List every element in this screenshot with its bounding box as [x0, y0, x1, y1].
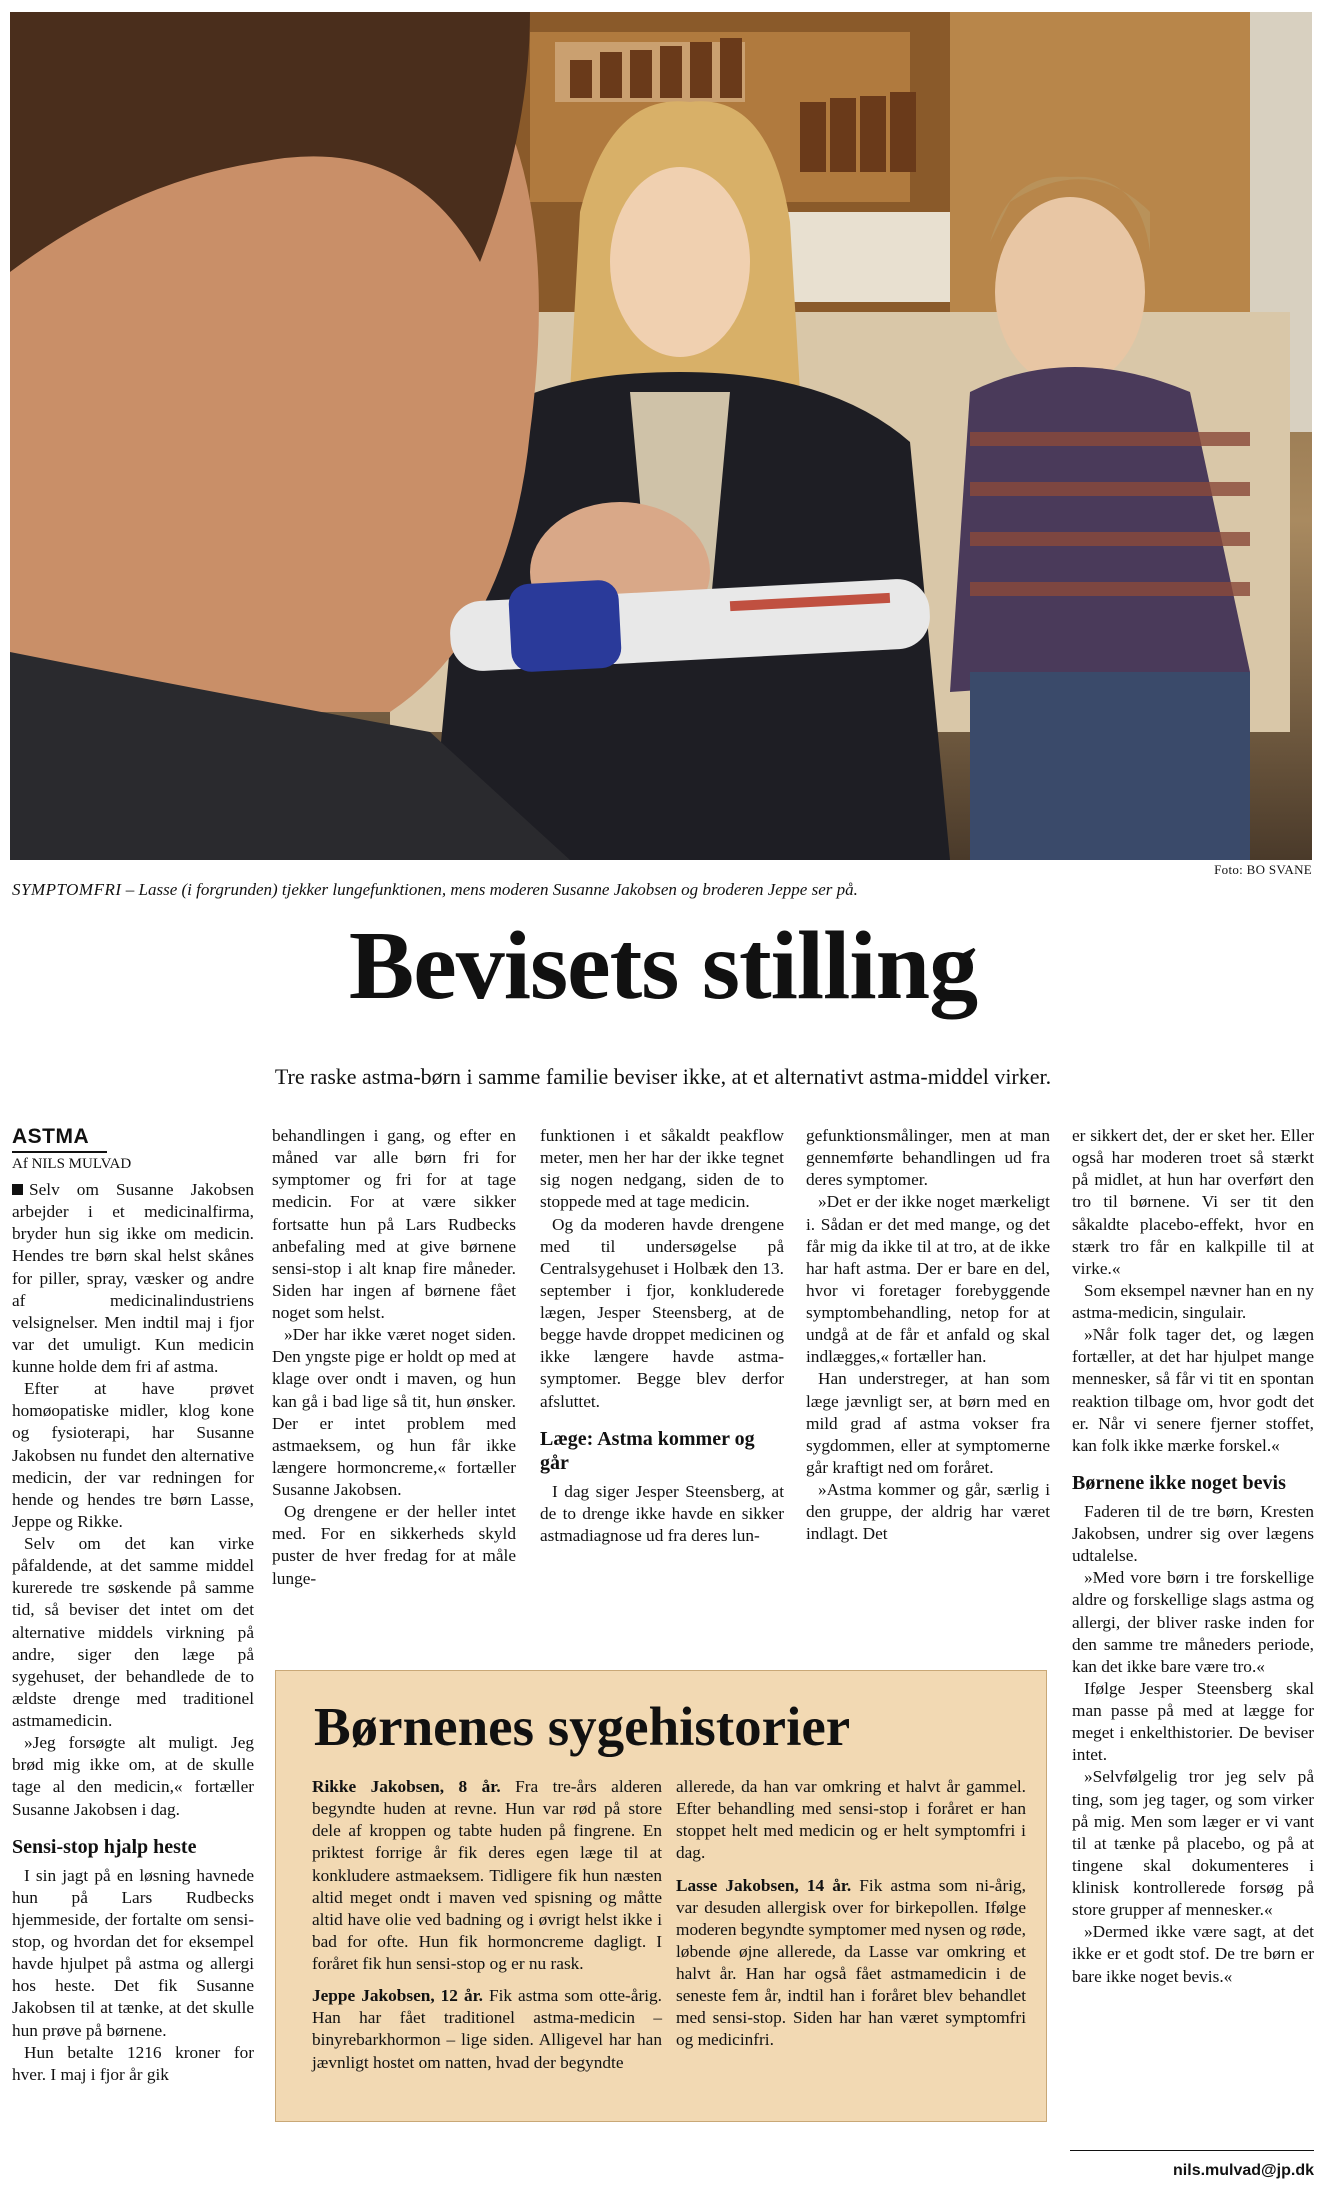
box-paragraph: [312, 1985, 662, 2074]
box-paragraph: [312, 1776, 662, 1975]
box-column-1: [312, 1776, 662, 2084]
paragraph: »Astma kommer og går, særlig i den gruppe, der aldrig har været indlagt. Det: [806, 1480, 1050, 1544]
box-text: Fik astma som otte-årig. Han har fået traditionel astma-medicin – binyrebarkhormon – lige siden. Alligevel har han jævnligt hostet om natten, hvad der begyndte: [312, 1986, 662, 2072]
square-bullet-icon: [12, 1184, 23, 1195]
paragraph: er sikkert det, der er sket her. Eller også har moderen troet så stærkt på midlet, at hun har overført den tro til børnene. Vi ser tit den såkaldte placebo-effekt, hvor en stærk tro får en kalkpille til at virke.«: [1072, 1126, 1314, 1278]
box-paragraph: allerede, da han var omkring et halvt år gammel. Efter behandling med sensi-stop i foråret er han stoppet helt med medicin og er helt symptomfri i dag.: [676, 1777, 1026, 1863]
box-text: Fik astma som ni-årig, var desuden allergisk over for birkepollen. Ifølge moderen begyndte symptomer med nysen og røde, løbende øjne allerede, da Lasse var omkring et halvt år. Han har også fået astmamedicin i de seneste fem år, indtil han i foråret blev behandlet med sensi-stop. Siden har han været symptomfri og medicinfri.: [676, 1875, 1026, 2050]
article-photo: [10, 12, 1312, 860]
column-1: [12, 1125, 254, 2086]
paragraph: Faderen til de tre børn, Kresten Jakobsen, undrer sig over lægens udtalelse.: [1072, 1501, 1314, 1566]
paragraph-text: Selv om Susanne Jakobsen arbejder i et medicinalfirma, bryder hun sig ikke om medicin. Hendes tre børn skal helst skånes for piller, spray, væsker og andre af medicinalindustriens velsignelser. Men indtil maj i fjor var det umuligt. Kun medicin kunne holde dem fri af astma.: [12, 1180, 254, 1376]
paragraph: »Jeg forsøgte alt muligt. Jeg brød mig ikke om, at de skulle tage al den medicin,« fortæller Susanne Jakobsen i dag.: [12, 1733, 254, 1819]
box-paragraph: [676, 1875, 1026, 2052]
column-3: [540, 1125, 784, 1547]
paragraph: Efter at have prøvet homøopatiske midler, klog kone og fysioterapi, har Susanne Jakobsen nu fundet den alternative medicin, der var redningen for hende og hendes tre børn Lasse, Jeppe og Rikke.: [12, 1379, 254, 1531]
paragraph: gefunktionsmålinger, men at man gennemførte behandlingen ud fra deres symptomer.: [806, 1126, 1050, 1190]
section-kicker: ASTMA: [12, 1125, 107, 1153]
paragraph: Selv om det kan virke påfaldende, at det samme middel kurerede tre søskende på samme tid, så beviser det intet om det alternative middels virkning på andre, siger den læge på sygehuset, der behandlede de to ældste drenge med traditionel astmamedicin.: [12, 1534, 254, 1730]
paragraph: »Dermed ikke være sagt, at det ikke er et godt stof. De tre børn er bare ikke noget bevis.«: [1072, 1922, 1314, 1986]
box-column-2: [676, 1776, 1026, 2062]
child-name: Jeppe Jakobsen, 12 år.: [312, 1986, 483, 2006]
subheadline: Tre raske astma-børn i samme familie beviser ikke, at et alternativt astma-middel virker.: [274, 1064, 1052, 1089]
paragraph: behandlingen i gang, og efter en måned var alle børn fri for symptomer og fri for at tage medicin. For at være sikker fortsatte hun på Lars Rudbecks anbefaling med at give børnene sensi-stop i alt knap fire måneder. Siden har ingen af børnene fået noget som helst.: [272, 1126, 516, 1322]
paragraph: funktionen i et såkaldt peakflow meter, men her har der ikke tegnet sig nogen nedgang, siden de to stoppede med at tage medicin.: [540, 1126, 784, 1212]
paragraph: Hun betalte 1216 kroner for hver. I maj i fjor år gik: [12, 2042, 254, 2084]
paragraph: »Der har ikke været noget siden. Den yngste pige er holdt op med at klage over ondt i maven, og hun kan gå i bad lige så tit, hun ønsker. Der er intet problem med astmaeksem, og hun får ikke længere hormoncreme,« fortæller Susanne Jakobsen.: [272, 1325, 516, 1499]
paragraph: Han understreger, at han som læge jævnligt ser, at børn med en mild grad af astma vokser fra sygdommen, eller at symptomerne går kraftigt ned om foråret.: [806, 1369, 1050, 1477]
paragraph: »Det er der ikke noget mærkeligt i. Sådan er det med mange, og det får mig da ikke til at tro, at de ikke har haft astma. Der er bare en del, hvor vi foretager forebyggende symptombehandling, netop for at undgå at de får et anfald og skal indlægges,« fortæller han.: [806, 1192, 1050, 1367]
paragraph: »Med vore børn i tre forskellige aldre og forskellige slags astma og allergi, der bliver raske inden for den samme tre måneders periode, kan det ikke bare være tro.«: [1072, 1568, 1314, 1676]
paragraph: »Når folk tager det, og lægen fortæller, at det har hjulpet mange mennesker, så får vi tit en spontan reaktion tilbage om, hvor godt det er. Når vi senere fjerner stoffet, kan folk ikke mærke forskel.«: [1072, 1325, 1314, 1455]
paragraph: Ifølge Jesper Steensberg skal man passe på med at lægge for meget i enkelthistorier. De beviser intet.: [1072, 1678, 1314, 1765]
box-text: Fra tre-års alderen begyndte huden at revne. Hun var rød på store dele af kroppen og tabte huden på fingrene. En priktest forrige år fik deres egen læge til at konkludere astmaeksem. Tidligere fik hun næsten altid meget ondt i maven ved spisning og måtte altid have olie ved badning og i øvrigt helst ikke i bad for ofte. Hun fik hormoncreme dagligt. I foråret fik hun sensi-stop og er nu rask.: [312, 1777, 662, 1973]
photo-credit: Foto: BO SVANE: [1214, 862, 1312, 877]
paragraph: Som eksempel nævner han en ny astma-medicin, singulair.: [1072, 1280, 1314, 1322]
paragraph: [12, 1179, 254, 1378]
fact-box: [275, 1670, 1047, 2122]
byline: Af NILS MULVAD: [12, 1156, 132, 1172]
author-email: nils.mulvad@jp.dk: [1173, 2162, 1314, 2179]
paragraph: I sin jagt på en løsning havnede hun på Lars Rudbecks hjemmeside, der fortalte om sensi-stop, og hvordan det for eksempel havde hjulpet på astma og allergi hos heste. Det fik Susanne Jakobsen til at tænke, at det skulle hun prøve på børnene.: [12, 1865, 254, 2040]
subheading: Børnene ikke noget bevis: [1072, 1471, 1286, 1494]
column-2: [272, 1125, 516, 1590]
subheading: Læge: Astma kommer og går: [540, 1427, 755, 1474]
caption-text: – Lasse (i forgrunden) tjekker lungefunktionen, mens moderen Susanne Jakobsen og broderen Jeppe ser på.: [121, 880, 858, 899]
column-4: [806, 1125, 1050, 1545]
paragraph: Og drengene er der heller intet med. For en sikkerheds skyld puster de hver fredag for at måle lunge-: [272, 1502, 516, 1588]
child-name: Lasse Jakobsen, 14 år.: [676, 1875, 852, 1895]
paragraph: I dag siger Jesper Steensberg, at de to drenge ikke havde en sikker astmadiagnose ud fra deres lun-: [540, 1481, 784, 1545]
photo-illustration: [10, 12, 1312, 860]
caption-lead: SYMPTOMFRI: [12, 880, 122, 899]
divider: [1070, 2150, 1314, 2151]
paragraph: Og da moderen havde drengene med til undersøgelse på Centralsygehuset i Holbæk den 13. september i fjor, konkluderede lægen, Jesper Steensberg, at de begge havde droppet medicinen og ikke længere havde astma-symptomer. Begge blev derfor afsluttet.: [540, 1214, 784, 1411]
child-name: Rikke Jakobsen, 8 år.: [312, 1777, 501, 1796]
box-title: Børnenes sygehistorier: [314, 1696, 851, 1757]
photo-caption: [12, 880, 1312, 900]
paragraph: »Selvfølgelig tror jeg selv på ting, som jeg tager, og som virker på mig. Men som læger er vi vant til at tænke på placebo, og på at tingene skal dokumenteres i klinisk kontrollerede forsøg på store grupper af mennesker.«: [1072, 1767, 1314, 1920]
column-5: [1072, 1125, 1314, 1988]
subheading: Sensi-stop hjalp heste: [12, 1835, 197, 1858]
headline: Bevisets stilling: [348, 912, 978, 1020]
